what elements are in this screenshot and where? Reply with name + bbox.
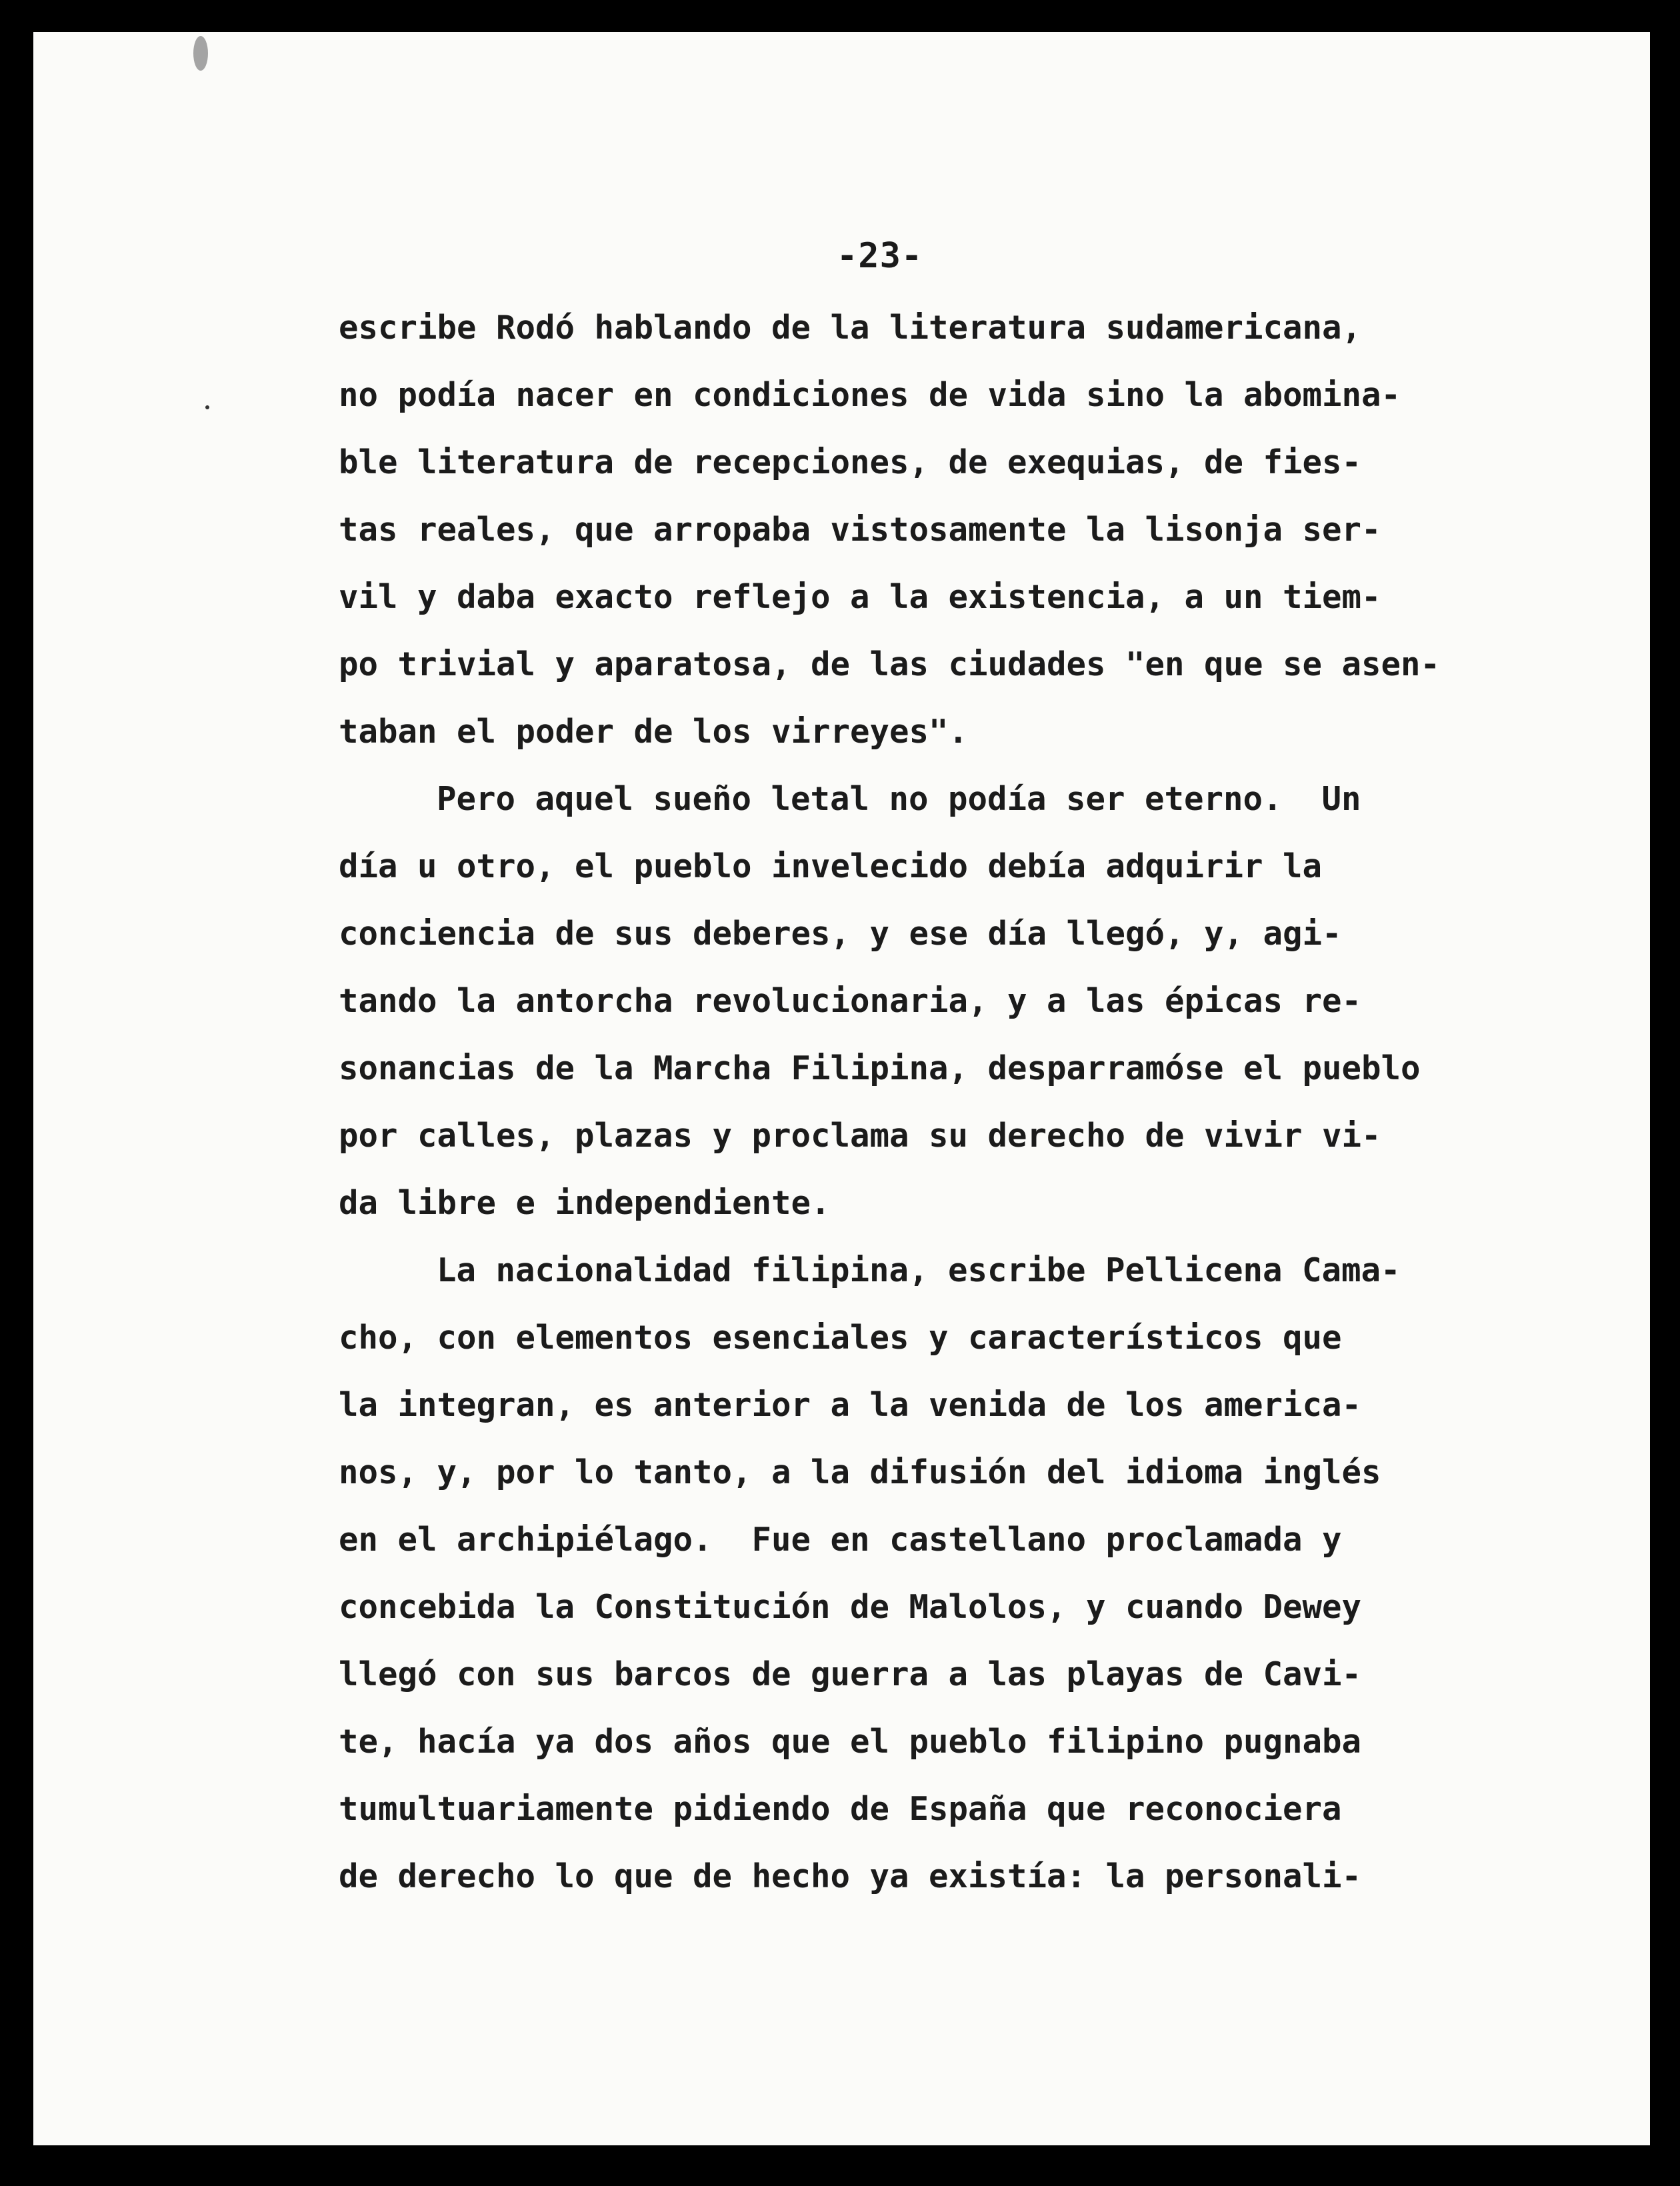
margin-dot — [205, 405, 209, 409]
text-line: de derecho lo que de hecho ya existía: la personali- — [339, 1857, 1362, 1895]
text-line: tumultuariamente pidiendo de España que reconociera — [339, 1790, 1342, 1828]
text-line: da libre e independiente. — [339, 1184, 831, 1222]
text-line: llegó con sus barcos de guerra a las playas de Cavi- — [339, 1655, 1362, 1693]
text-line: sonancias de la Marcha Filipina, desparramóse el pueblo — [339, 1049, 1421, 1087]
document-page — [33, 32, 1650, 2145]
paragraph-start-line: Pero aquel sueño letal no podía ser eterno. Un — [437, 780, 1361, 818]
text-line: conciencia de sus deberes, y ese día llegó, y, agi- — [339, 915, 1342, 953]
text-line: escribe Rodó hablando de la literatura sudamericana, — [339, 309, 1362, 347]
text-line: por calles, plazas y proclama su derecho de vivir vi- — [339, 1117, 1381, 1155]
ink-smudge — [193, 36, 208, 71]
text-line: tas reales, que arropaba vistosamente la lisonja ser- — [339, 511, 1381, 549]
text-line: concebida la Constitución de Malolos, y cuando Dewey — [339, 1588, 1362, 1626]
text-line: no podía nacer en condiciones de vida sino la abomina- — [339, 376, 1401, 414]
text-line: la integran, es anterior a la venida de los america- — [339, 1386, 1362, 1424]
text-line: vil y daba exacto reflejo a la existencia, a un tiem- — [339, 578, 1381, 616]
page-number: -23- — [837, 236, 923, 276]
text-line: nos, y, por lo tanto, a la difusión del idioma inglés — [339, 1453, 1381, 1491]
text-line: en el archipiélago. Fue en castellano proclamada y — [339, 1521, 1342, 1559]
text-line: po trivial y aparatosa, de las ciudades "en que se asen- — [339, 645, 1441, 683]
text-line: tando la antorcha revolucionaria, y a las épicas re- — [339, 982, 1362, 1020]
paragraph-start-line: La nacionalidad filipina, escribe Pellicena Cama- — [437, 1251, 1401, 1289]
text-line: te, hacía ya dos años que el pueblo filipino pugnaba — [339, 1723, 1362, 1761]
text-line: taban el poder de los virreyes". — [339, 713, 969, 751]
text-line: ble literatura de recepciones, de exequias, de fies- — [339, 443, 1362, 481]
text-line: cho, con elementos esenciales y característicos que — [339, 1319, 1342, 1357]
text-line: día u otro, el pueblo invelecido debía adquirir la — [339, 847, 1323, 885]
